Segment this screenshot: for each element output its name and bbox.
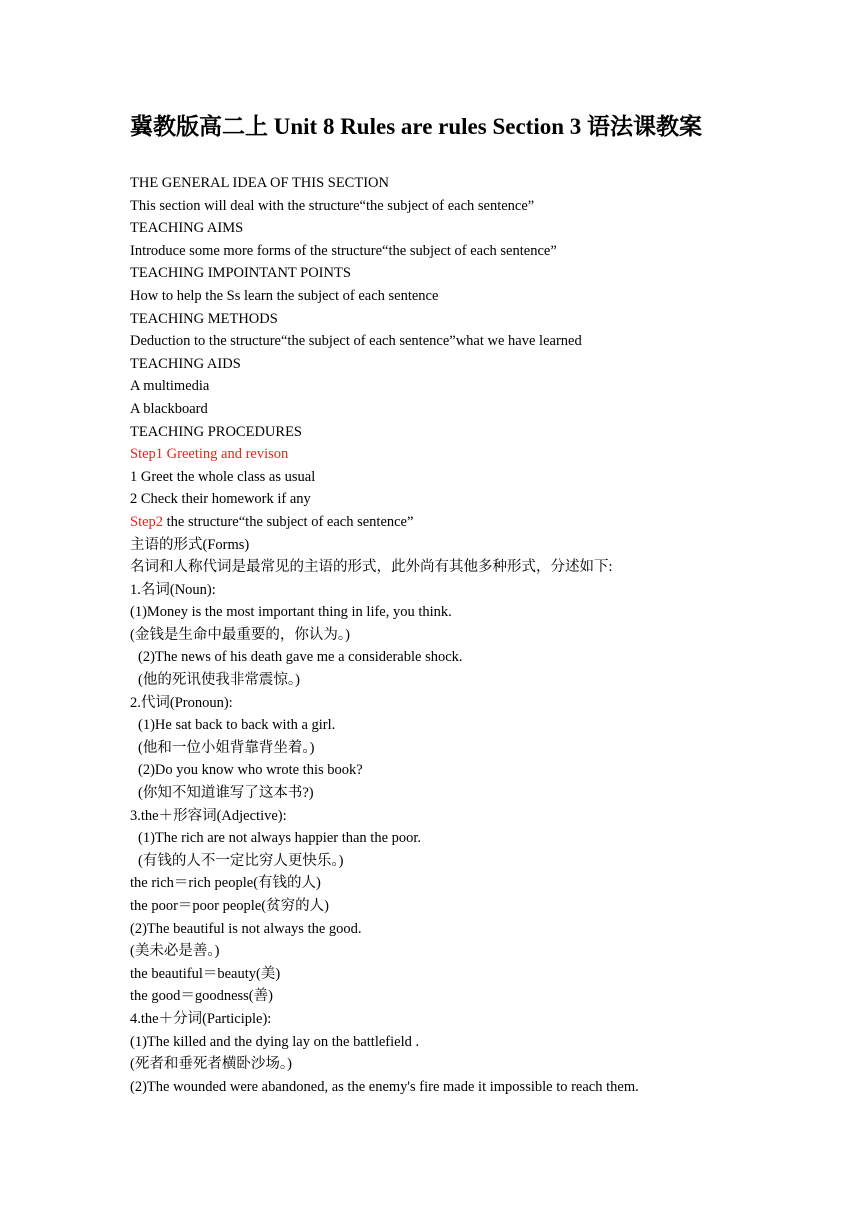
content-line: the poor＝poor people(贫穷的人) <box>130 898 329 914</box>
teaching-aid-item: A multimedia <box>130 378 210 395</box>
content-line: the beautiful＝beauty(美) <box>130 965 281 982</box>
content-line: (死者和垂死者横卧沙场。) <box>130 1056 292 1073</box>
important-points-text: How to help the Ss learn the subject of each sentence <box>130 287 439 304</box>
content-line: 主语的形式(Forms) <box>130 536 250 553</box>
content-line: (2)Do you know who wrote this book? <box>138 762 363 779</box>
content-line: 2.代词(Pronoun): <box>130 694 233 711</box>
section-heading-teaching-procedures: TEACHING PROCEDURES <box>130 423 302 440</box>
content-line: (1)Money is the most important thing in life, you think. <box>130 604 452 621</box>
content-line: 3.the＋形容词(Adjective): <box>130 807 287 824</box>
section-heading-teaching-aims: TEACHING AIMS <box>130 220 244 237</box>
content-line: (他和一位小姐背靠背坐着。) <box>138 739 315 756</box>
content-line: (他的死讯使我非常震惊。) <box>138 672 300 689</box>
content-line: (美未必是善。) <box>130 943 220 960</box>
general-idea-text: This section will deal with the structure“the subject of each sentence” <box>130 197 535 214</box>
document-title: 冀教版高二上 Unit 8 Rules are rules Section 3 语法课教案 <box>130 114 703 139</box>
content-line: the rich＝rich people(有钱的人) <box>130 875 321 892</box>
content-line: (2)The news of his death gave me a considerable shock. <box>138 649 463 666</box>
step2-text: the structure“the subject of each sentence” <box>163 513 414 530</box>
content-line: (1)The rich are not always happier than the poor. <box>138 830 422 847</box>
content-line: 1.名词(Noun): <box>130 581 216 598</box>
teaching-aid-item: A blackboard <box>130 400 208 417</box>
step2-label: Step2 <box>130 513 164 530</box>
content-line: (1)He sat back to back with a girl. <box>138 717 336 734</box>
teaching-methods-text: Deduction to the structure“the subject of each sentence”what we have learned <box>130 333 582 350</box>
content-line: 4.the＋分词(Participle): <box>130 1010 272 1027</box>
section-heading-teaching-methods: TEACHING METHODS <box>130 310 278 327</box>
content-line: the good＝goodness(善) <box>130 988 273 1005</box>
document-body <box>130 172 840 1098</box>
content-line: (2)The wounded were abandoned, as the enemy's fire made it impossible to reach them. <box>130 1078 639 1095</box>
section-heading-teaching-aids: TEACHING AIDS <box>130 355 241 372</box>
content-line: (金钱是生命中最重要的，你认为。) <box>130 626 350 643</box>
content-line: (有钱的人不一定比穷人更快乐。) <box>138 852 344 869</box>
section-heading-important-points: TEACHING IMPOINTANT POINTS <box>130 265 351 282</box>
content-line: 名词和人称代词是最常见的主语的形式，此外尚有其他多种形式，分述如下: <box>130 559 613 576</box>
content-line: (2)The beautiful is not always the good. <box>130 920 362 937</box>
step1-heading: Step1 Greeting and revison <box>130 446 289 463</box>
content-line: (1)The killed and the dying lay on the battlefield . <box>130 1033 420 1050</box>
section-heading-general-idea: THE GENERAL IDEA OF THIS SECTION <box>130 175 389 191</box>
content-line: (你知不知道谁写了这本书?) <box>138 785 314 802</box>
step1-item: 2 Check their homework if any <box>130 491 311 508</box>
step2-heading <box>130 511 840 534</box>
step1-item: 1 Greet the whole class as usual <box>130 468 316 485</box>
teaching-aims-text: Introduce some more forms of the structure“the subject of each sentence” <box>130 242 557 259</box>
